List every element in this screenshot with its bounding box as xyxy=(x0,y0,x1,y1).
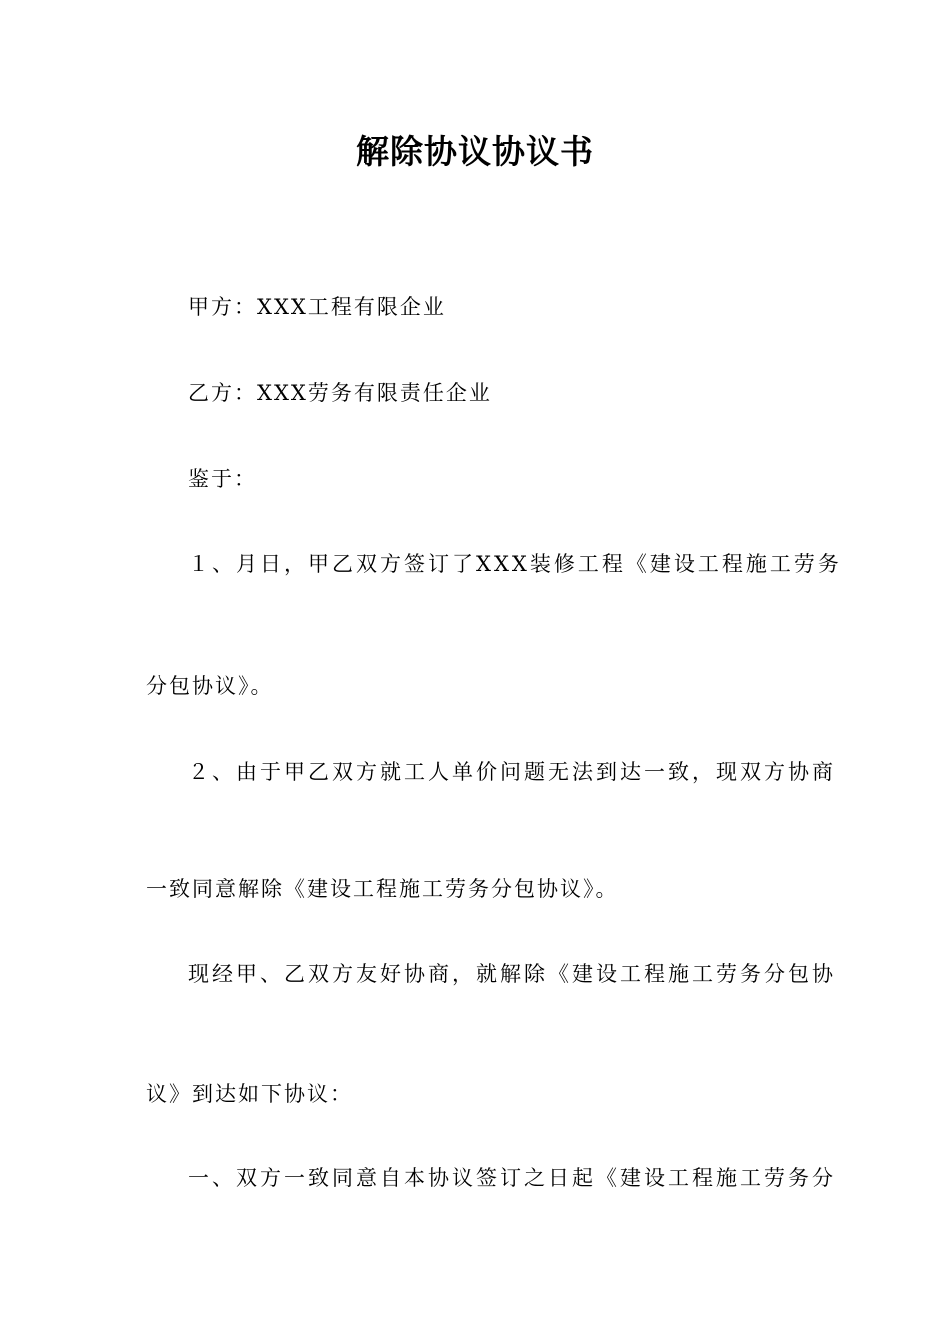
clause-2-line-2: 一致同意解除《建设工程施工劳务分包协议》。 xyxy=(146,877,619,901)
negotiation-line-1: 现经甲、乙双方友好协商，就解除《建设工程施工劳务分包协 xyxy=(188,962,836,986)
party-a-line: 甲方：XXX工程有限企业 xyxy=(188,295,446,319)
clause-1-line-2: 分包协议》。 xyxy=(146,674,274,698)
party-b-line: 乙方：XXX劳务有限责任企业 xyxy=(188,381,492,405)
article-1-line-1: 一、双方一致同意自本协议签订之日起《建设工程施工劳务分 xyxy=(188,1166,836,1190)
clause-2-line-1: ２、由于甲乙双方就工人单价问题无法到达一致，现双方协商 xyxy=(188,760,836,784)
whereas-heading: 鉴于： xyxy=(188,467,257,491)
document-title: 解除协议协议书 xyxy=(356,132,594,171)
clause-1-line-1: １、月日，甲乙双方签订了XXX装修工程《建设工程施工劳务 xyxy=(188,552,842,576)
negotiation-line-2: 议》到达如下协议： xyxy=(146,1082,353,1106)
